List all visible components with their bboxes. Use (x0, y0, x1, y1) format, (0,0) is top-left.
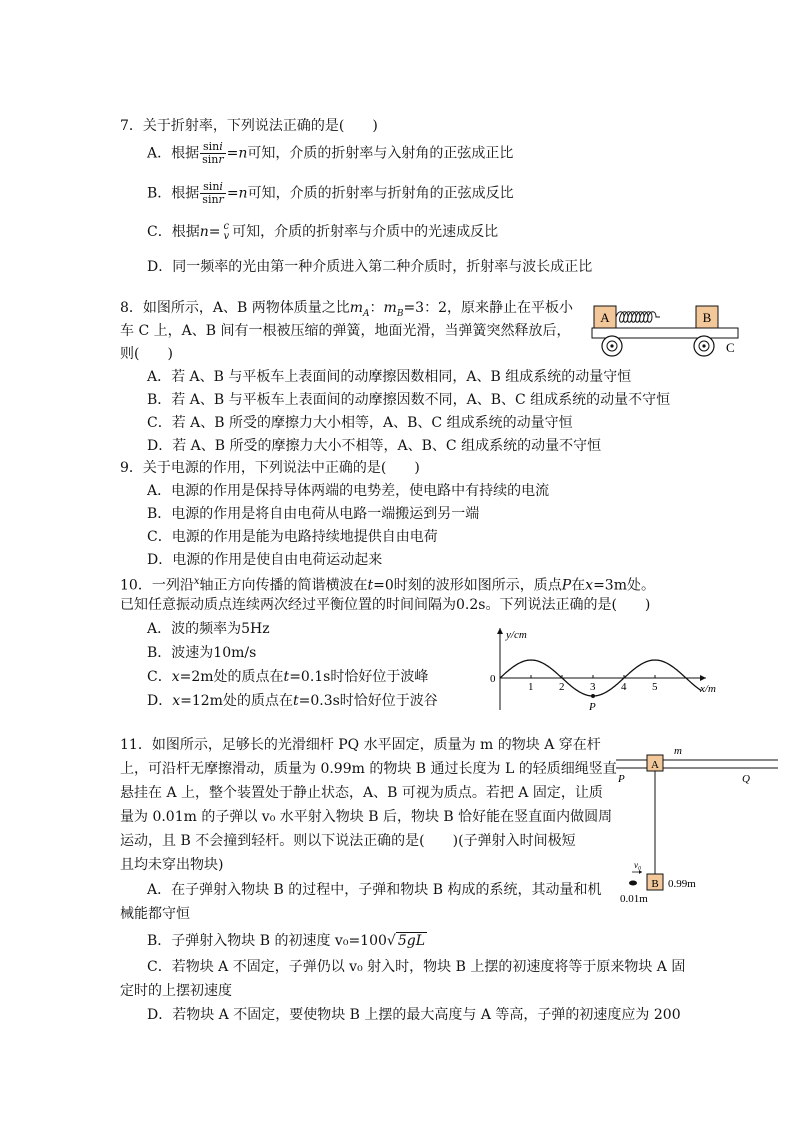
x-tick-label-1: 1 (528, 681, 534, 693)
x-axis-label: x/m (700, 683, 716, 695)
q11-stem-line4: 量为 0.01m 的子弹以 v₀ 水平射入物块 B 后，物块 B 恰好能在竖直面内做圆周 (120, 809, 613, 825)
q11-stem-line6: 且均未穿出物块) (120, 857, 224, 873)
y-axis-label: y/cm (506, 629, 527, 641)
x-tick-label-5: 5 (652, 681, 658, 693)
q11-option-a-line2: 械能都守恒 (120, 906, 190, 922)
q11-stem-line1: 11．如图所示，足够长的光滑细杆 PQ 水平固定，质量为 m 的物块 A 穿在杆 (120, 737, 601, 753)
q11-option-b: B．子弹射入物块 B 的初速度 v₀=100√ 5gL (147, 933, 425, 949)
x-axis-arrow (700, 675, 706, 681)
x-tick-label-2: 2 (559, 681, 565, 693)
q8-cart-figure (590, 302, 750, 364)
q10-option-d: D．x=12m处的质点在t=0.3s时恰好位于波谷 (147, 693, 438, 709)
q11-option-d-line1: D．若物块 A 不固定，要使物块 B 上摆的最大高度与 A 等高，子弹的初速度应为 200 (147, 1007, 681, 1023)
q8-stem-line3: 则( ) (120, 346, 173, 362)
q8-stem-line2: 车 C 上，A、B 间有一根被压缩的弹簧，地面光滑，当弹簧突然释放后， (120, 323, 571, 339)
q9-stem: 9．关于电源的作用，下列说法中正确的是( ) (120, 460, 420, 476)
q10-stem-line1: 10．一列沿$^x$轴正方向传播的简谐横波在t=0时刻的波形如图所示，质点P在x=3m处。 (120, 576, 655, 594)
q11-option-c-line1: C．若物块 A 不固定，子弹仍以 v₀ 射入时，物块 B 上摆的初速度将等于原来物块 A 固 (147, 959, 686, 975)
q8-option-d: D．若 A、B 所受的摩擦力大小不相等，A、B、C 组成系统的动量不守恒 (147, 438, 602, 454)
q10-option-c: C．x=2m处的质点在t=0.1s时恰好位于波峰 (147, 669, 429, 685)
q7-stem: 7．关于折射率，下列说法正确的是( ) (120, 118, 378, 134)
block-b-label: B (651, 878, 659, 890)
velocity-arrow-head (639, 870, 642, 874)
q9-option-c: C．电源的作用是能为电路持续地提供自由电荷 (147, 529, 438, 545)
q8-option-b: B．若 A、B 与平板车上表面间的动摩擦因数不同，A、B、C 组成系统的动量不守恒 (147, 392, 671, 408)
q7-option-d: D．同一频率的光由第一种介质进入第二种介质时，折射率与波长成正比 (147, 259, 593, 275)
q8-option-a: A．若 A、B 与平板车上表面间的动摩擦因数相同，A、B 组成系统的动量守恒 (147, 369, 632, 385)
block-b-mass-label: 0.99m (668, 878, 696, 890)
velocity-label: v₀ (634, 860, 642, 870)
q10-wave-figure (478, 624, 728, 714)
q11-stem-line3: 悬挂在 A 上，整个装置处于静止状态，A、B 可视为质点。若把 A 固定，让质 (120, 785, 603, 801)
q7-option-a: A．根据 $\frac{\sin i}{\sin r}$ =n可知，介质的折射率与入射角的正弦成正比 (147, 140, 514, 166)
q10-option-a: A．波的频率为5Hz (147, 621, 270, 637)
x-tick-label-4: 4 (621, 681, 627, 693)
q9-option-d: D．电源的作用是使自由电荷运动起来 (147, 552, 383, 568)
spring (616, 312, 660, 323)
cart-wheel-right-axle (702, 344, 705, 347)
q7-option-c: C．根据n= c v 可知，介质的折射率与介质中的光速成反比 (147, 221, 499, 242)
bullet-mass-label: 0.01m (620, 893, 648, 905)
cart-label: C (726, 340, 735, 355)
y-axis-arrow (497, 628, 503, 634)
block-a-label: A (600, 310, 610, 325)
x-tick-label-3: 3 (590, 681, 596, 693)
q11-pendulum-figure (612, 742, 784, 908)
point-p (591, 694, 595, 698)
q8-option-c: C．若 A、B 所受的摩擦力大小相等，A、B、C 组成系统的动量守恒 (147, 415, 573, 431)
bullet (629, 881, 637, 886)
cart-wheel-left-axle (610, 344, 613, 347)
point-p-label: P (589, 701, 596, 713)
block-a-label: A (651, 759, 659, 771)
q11-option-c-line2: 定时的上摆初速度 (120, 983, 232, 999)
rod-end-q-label: Q (742, 773, 750, 785)
q9-option-a: A．电源的作用是保持导体两端的电势差，使电路中有持续的电流 (147, 483, 550, 499)
mass-m-label: m (674, 745, 682, 757)
q10-stem-line2: 已知任意振动质点连续两次经过平衡位置的时间间隔为0.2s。下列说法正确的是( ) (120, 597, 651, 613)
q8-stem-line1: 8．如图所示，A、B 两物体质量之比$m_A$：$m_B=3$：2，原来静止在平板小 (120, 300, 573, 319)
origin-label: 0 (490, 673, 496, 685)
q9-option-b: B．电源的作用是将自由电荷从电路一端搬运到另一端 (147, 506, 480, 522)
block-b-label: B (702, 310, 712, 325)
q11-option-a-line1: A．在子弹射入物块 B 的过程中，子弹和物块 B 构成的系统，其动量和机 (147, 882, 602, 898)
q11-stem-line2: 上，可沿杆无摩擦滑动，质量为 0.99m 的物块 B 通过长度为 L 的轻质细绳竖直 (120, 761, 617, 777)
q7-option-b: B．根据 $\frac{\sin i}{\sin r}$ =n可知，介质的折射率与折射角的正弦成反比 (147, 180, 514, 206)
q10-option-b: B．波速为10m/s (147, 645, 257, 661)
q11-stem-line5: 运动，且 B 不会撞到轻杆。则以下说法正确的是( )(子弹射入时间极短 (120, 833, 576, 849)
rod-end-p-label: P (618, 773, 625, 785)
